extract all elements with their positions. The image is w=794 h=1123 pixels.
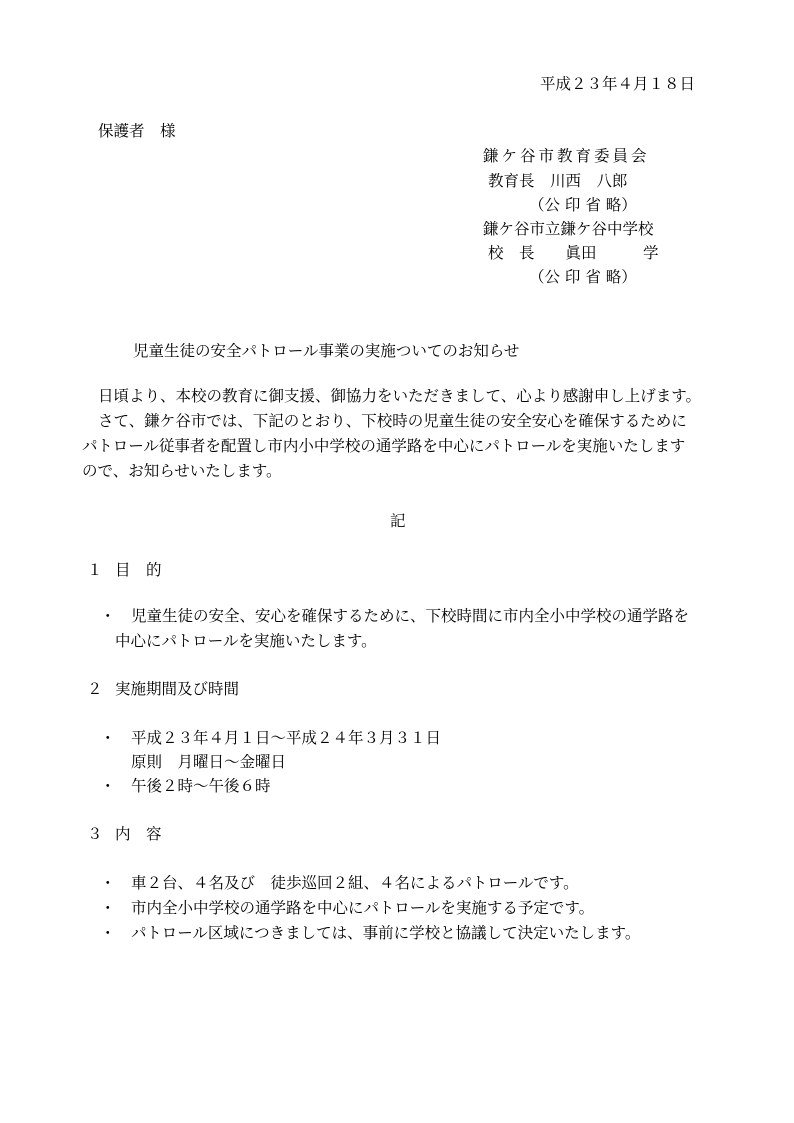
sender-school: 鎌ケ谷市立鎌ケ谷中学校	[483, 220, 654, 238]
section-3-heading: 内 容	[115, 825, 162, 843]
body-line-2: さて、鎌ケ谷市では、下記のとおり、下校時の児童生徒の安全安心を確保するために	[98, 412, 687, 430]
section-3-bullet-2: ・	[100, 899, 116, 917]
section-1-heading: 目 的	[115, 561, 162, 579]
official-seal-omitted-2: （公 印 省 略）	[529, 268, 637, 286]
ki-marker: 記	[390, 512, 406, 530]
section-1-bullet: ・	[100, 607, 116, 625]
section-2-bullet-1: ・	[100, 729, 116, 747]
section-3-bullet-3: ・	[100, 924, 116, 942]
body-line-1: 日頃より、本校の教育に御支援、御協力をいただきまして、心より感謝申し上げます。	[98, 387, 701, 405]
official-seal-omitted: （公 印 省 略）	[529, 196, 637, 214]
section-2-hours: 午後２時～午後６時	[131, 777, 271, 795]
section-1-item-line-2: 中心にパトロールを実施いたします。	[115, 632, 377, 650]
section-2-period: 平成２３年４月１日～平成２４年３月３１日	[131, 729, 442, 747]
section-3-bullet-1: ・	[100, 874, 116, 892]
section-1-item-line-1: 児童生徒の安全、安心を確保するために、下校時間に市内全小中学校の通学路を	[131, 607, 690, 625]
body-line-3b: ので、お知らせいたします。	[82, 462, 282, 480]
section-3-item-2: 市内全小中学校の通学路を中心にパトロールを実施する予定です。	[131, 899, 595, 917]
section-2-number: ２	[87, 680, 103, 698]
document-title: 児童生徒の安全パトロール事業の実施ついてのお知らせ	[133, 342, 520, 360]
section-3-number: ３	[87, 825, 103, 843]
section-2-heading: 実施期間及び時間	[115, 680, 240, 698]
document-date: 平成２３年４月１８日	[540, 75, 696, 93]
body-line-3a: パトロール従事者を配置し市内小中学校の通学路を中心にパトロールを実施いたします	[82, 437, 686, 455]
section-2-days: 原則 月曜日～金曜日	[131, 753, 287, 771]
sender-principal: 校 長 眞田 学	[488, 244, 659, 262]
section-2-bullet-2: ・	[100, 777, 116, 795]
sender-superintendent: 教育長 川西 八郎	[488, 172, 628, 190]
recipient: 保護者 様	[98, 122, 176, 140]
section-1-number: １	[87, 561, 103, 579]
section-3-item-1: 車２台、４名及び 徒歩巡回２組、４名によるパトロールです。	[131, 874, 579, 892]
section-3-item-3: パトロール区域につきましては、事前に学校と協議して決定いたします。	[131, 924, 641, 942]
sender-board: 鎌ケ谷市教育委員会	[483, 147, 650, 165]
